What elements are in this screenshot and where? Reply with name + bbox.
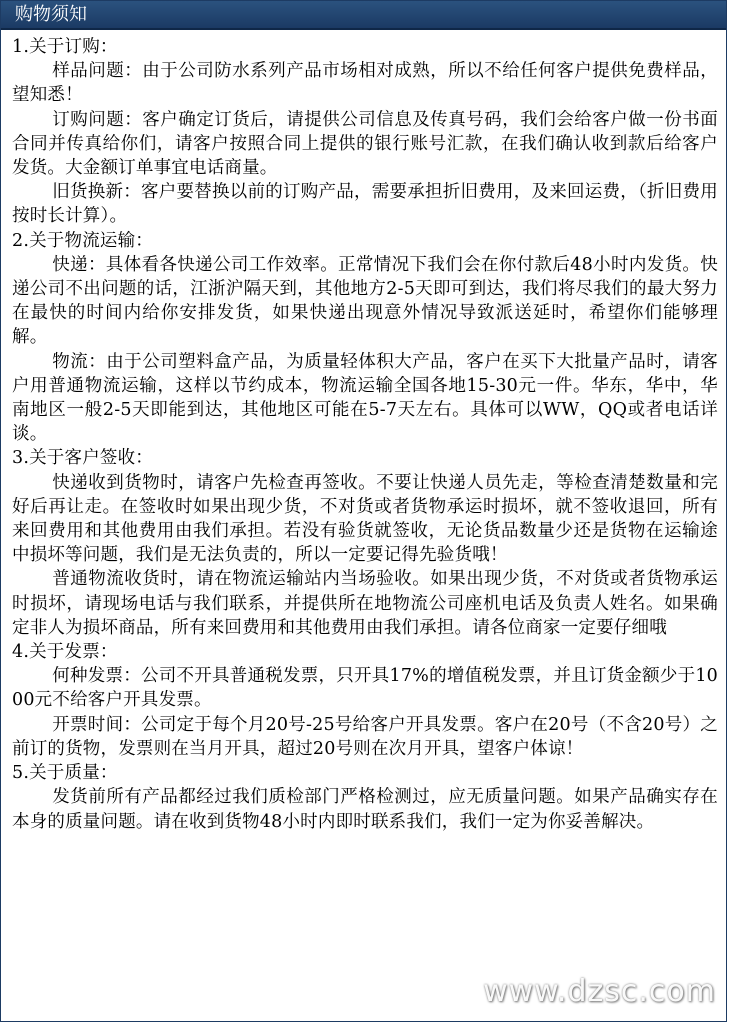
paragraph: 样品问题：由于公司防水系列产品市场相对成熟，所以不给任何客户提供免费样品，望知悉！: [12, 61, 718, 106]
section-ordering: [12, 35, 718, 229]
paragraph: 订购问题：客户确定订货后，请提供公司信息及传真号码，我们会给客户做一份书面合同并传真给你们，请客户按照合同上提供的银行账号汇款，在我们确认收到款后给客户发货。大金额订单事宜电话商量。: [12, 109, 718, 179]
section-title: 5.关于质量：: [12, 763, 118, 784]
section-invoice: [12, 640, 718, 761]
section-logistics: [12, 229, 718, 447]
section-receipt: [12, 446, 718, 640]
section-title: 1.关于订购：: [12, 37, 118, 57]
paragraph: 快递：具体看各快递公司工作效率。正常情况下我们会在你付款后48小时内发货。快递公司不出问题的话，江浙沪隔天到，其他地方2-5天即可到达，我们将尽我们的最大努力在最快的时间内给你安排发货，如果快递出现意外情况导致派送延时，希望你们能够理解。: [12, 254, 718, 348]
paragraph: 物流：由于公司塑料盒产品，为质量轻体积大产品，客户在买下大批量产品时，请客户用普通物流运输，这样以节约成本，物流运输全国各地15-30元一件。华东，华中，华南地区一般2-5天即能到达，其他地区可能在5-7天左右。具体可以WW，QQ或者电话详谈。: [12, 351, 718, 445]
watermark: www.dzsc.com: [483, 974, 716, 1009]
paragraph: 快递收到货物时，请客户先检查再签收。不要让快递人员先走，等检查清楚数量和完好后再让走。在签收时如果出现少货，不对货或者货物承运时损坏，就不签收退回，所有来回费用和其他费用由我们承担。若没有验货就签收，无论货品数量少还是货物在运输途中损坏等问题，我们是无法负责的，所以一定要记得先验货哦！: [12, 472, 718, 566]
section-title: 2.关于物流运输：: [12, 230, 153, 251]
page-title: 购物须知: [15, 4, 87, 25]
paragraph: 发货前所有产品都经过我们质检部门严格检测过，应无质量问题。如果产品确实存在本身的质量问题。请在收到货物48小时内即时联系我们，我们一定为你妥善解决。: [12, 787, 718, 832]
paragraph: 开票时间：公司定于每个月20号-25号给客户开具发票。客户在20号（不含20号）之前订的货物，发票则在当月开具，超过20号则在次月开具，望客户体谅！: [12, 714, 718, 759]
section-quality: [12, 761, 718, 834]
paragraph: 普通物流收货时，请在物流运输站内当场验收。如果出现少货，不对货或者货物承运时损坏，请现场电话与我们联系，并提供所在地物流公司座机电话及负责人姓名。如果确定非人为损坏商品，所有来回费用和其他费用由我们承担。请各位商家一定要仔细哦: [12, 569, 718, 638]
notice-content: [12, 35, 718, 834]
section-title: 4.关于发票：: [12, 642, 118, 663]
paragraph: 何种发票：公司不开具普通税发票，只开具17%的增值税发票，并且订货金额少于1000元不给客户开具发票。: [12, 666, 718, 711]
section-title: 3.关于客户签收：: [12, 448, 153, 469]
paragraph: 旧货换新：客户要替换以前的订购产品，需要承担折旧费用，及来回运费，（折旧费用按时长计算）。: [12, 182, 718, 227]
panel-header: [1, 1, 726, 30]
